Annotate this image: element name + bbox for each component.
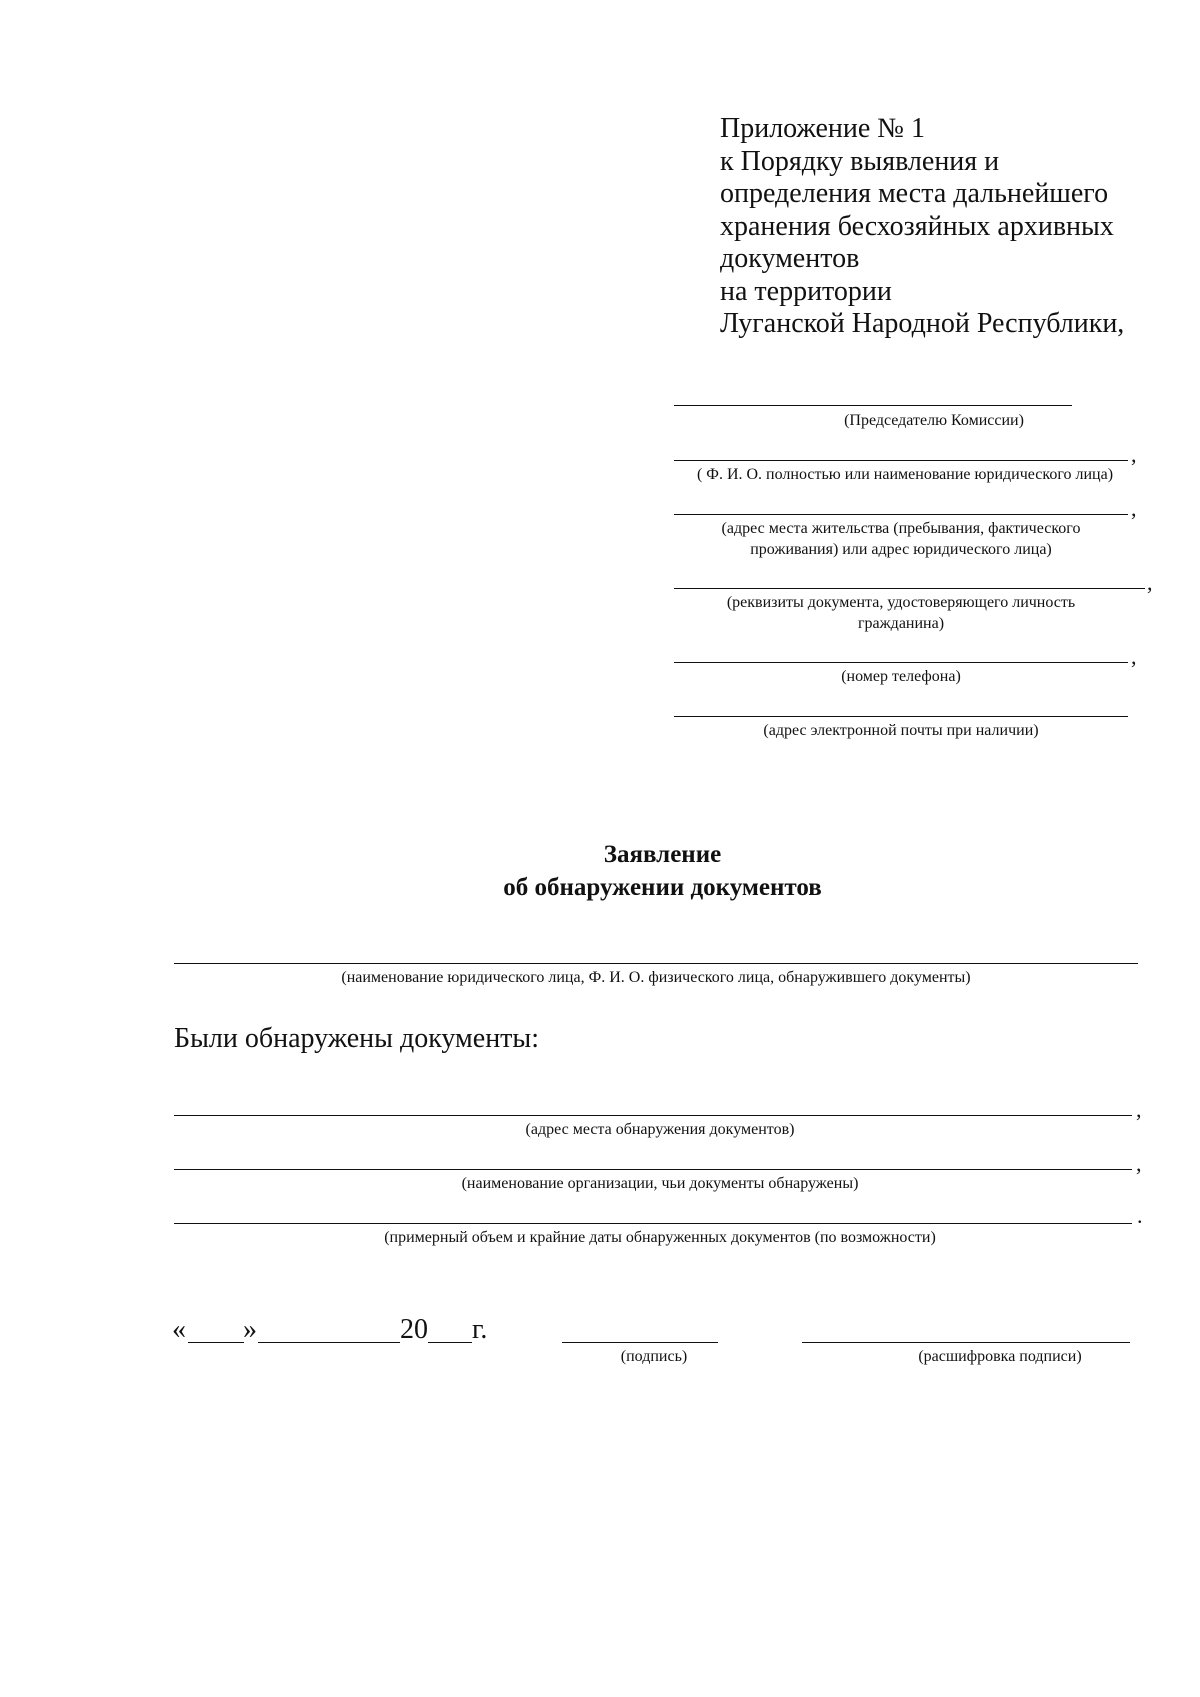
found-place-caption: (адрес места обнаружения документов) (525, 1121, 795, 1138)
appendix-line: Луганской Народной Республики, (720, 308, 1125, 339)
signature-field-line[interactable] (562, 1342, 718, 1343)
found-place-field-line[interactable] (174, 1115, 1132, 1116)
appendix-line: определения места дальнейшего (720, 178, 1109, 209)
date-day-field-line[interactable] (188, 1342, 244, 1343)
signature-caption: (подпись) (620, 1348, 688, 1365)
appendix-line: хранения бесхозяйных архивных (720, 210, 1114, 242)
applicant-caption: (наименование юридического лица, Ф. И. О. физического лица, обнаружившего документы) (341, 969, 971, 986)
organization-field-line[interactable] (174, 1169, 1132, 1170)
document-subtitle: об обнаружении документов (503, 874, 822, 901)
phone-field-line[interactable] (674, 662, 1128, 663)
chairman-caption: (Председателю Комиссии) (844, 412, 1024, 429)
found-place-comma: , (1136, 1097, 1142, 1122)
volume-field-line[interactable] (174, 1223, 1132, 1224)
signature-decode-caption: (расшифровка подписи) (918, 1348, 1082, 1365)
email-field-line[interactable] (674, 716, 1128, 717)
date-quote-close: » (243, 1314, 257, 1345)
date-month-field-line[interactable] (258, 1342, 400, 1343)
date-year-field-line[interactable] (428, 1342, 472, 1343)
fio-field-line[interactable] (674, 460, 1128, 461)
date-year-suffix: г. (472, 1314, 488, 1345)
address-field-line[interactable] (674, 514, 1128, 515)
found-documents-heading: Были обнаружены документы: (174, 1023, 540, 1054)
document-title: Заявление (603, 841, 722, 868)
appendix-line: Приложение № 1 (720, 113, 925, 144)
email-caption: (адрес электронной почты при наличии) (763, 722, 1039, 739)
appendix-line: документов (720, 243, 860, 274)
id-document-caption-line-2: гражданина) (857, 615, 945, 632)
address-caption-line-1: (адрес места жительства (пребывания, фактического (721, 520, 1081, 537)
fio-caption: ( Ф. И. О. полностью или наименование юридического лица) (696, 466, 1114, 483)
appendix-line: на территории (720, 275, 892, 307)
phone-caption: (номер телефона) (841, 668, 961, 685)
date-quote-open: « (172, 1314, 186, 1345)
signature-decode-field-line[interactable] (802, 1342, 1130, 1343)
date-year-prefix: 20 (400, 1314, 428, 1345)
appendix-header (720, 113, 1180, 341)
organization-caption: (наименование организации, чьи документы обнаружены) (461, 1175, 859, 1192)
volume-period: . (1137, 1203, 1143, 1228)
chairman-field-line[interactable] (674, 405, 1072, 406)
id-document-field-line[interactable] (674, 588, 1145, 589)
address-caption-line-2: проживания) или адрес юридического лица) (750, 541, 1052, 558)
fio-comma: , (1131, 442, 1137, 467)
phone-comma: , (1131, 644, 1137, 669)
address-comma: , (1131, 496, 1137, 521)
appendix-line: к Порядку выявления и (720, 145, 1000, 177)
applicant-field-line[interactable] (174, 963, 1138, 964)
volume-caption: (примерный объем и крайние даты обнаруженных документов (по возможности) (384, 1229, 936, 1246)
id-document-caption-line-1: (реквизиты документа, удостоверяющего личность (726, 594, 1076, 611)
id-document-comma: , (1147, 570, 1153, 595)
organization-comma: , (1136, 1151, 1142, 1176)
